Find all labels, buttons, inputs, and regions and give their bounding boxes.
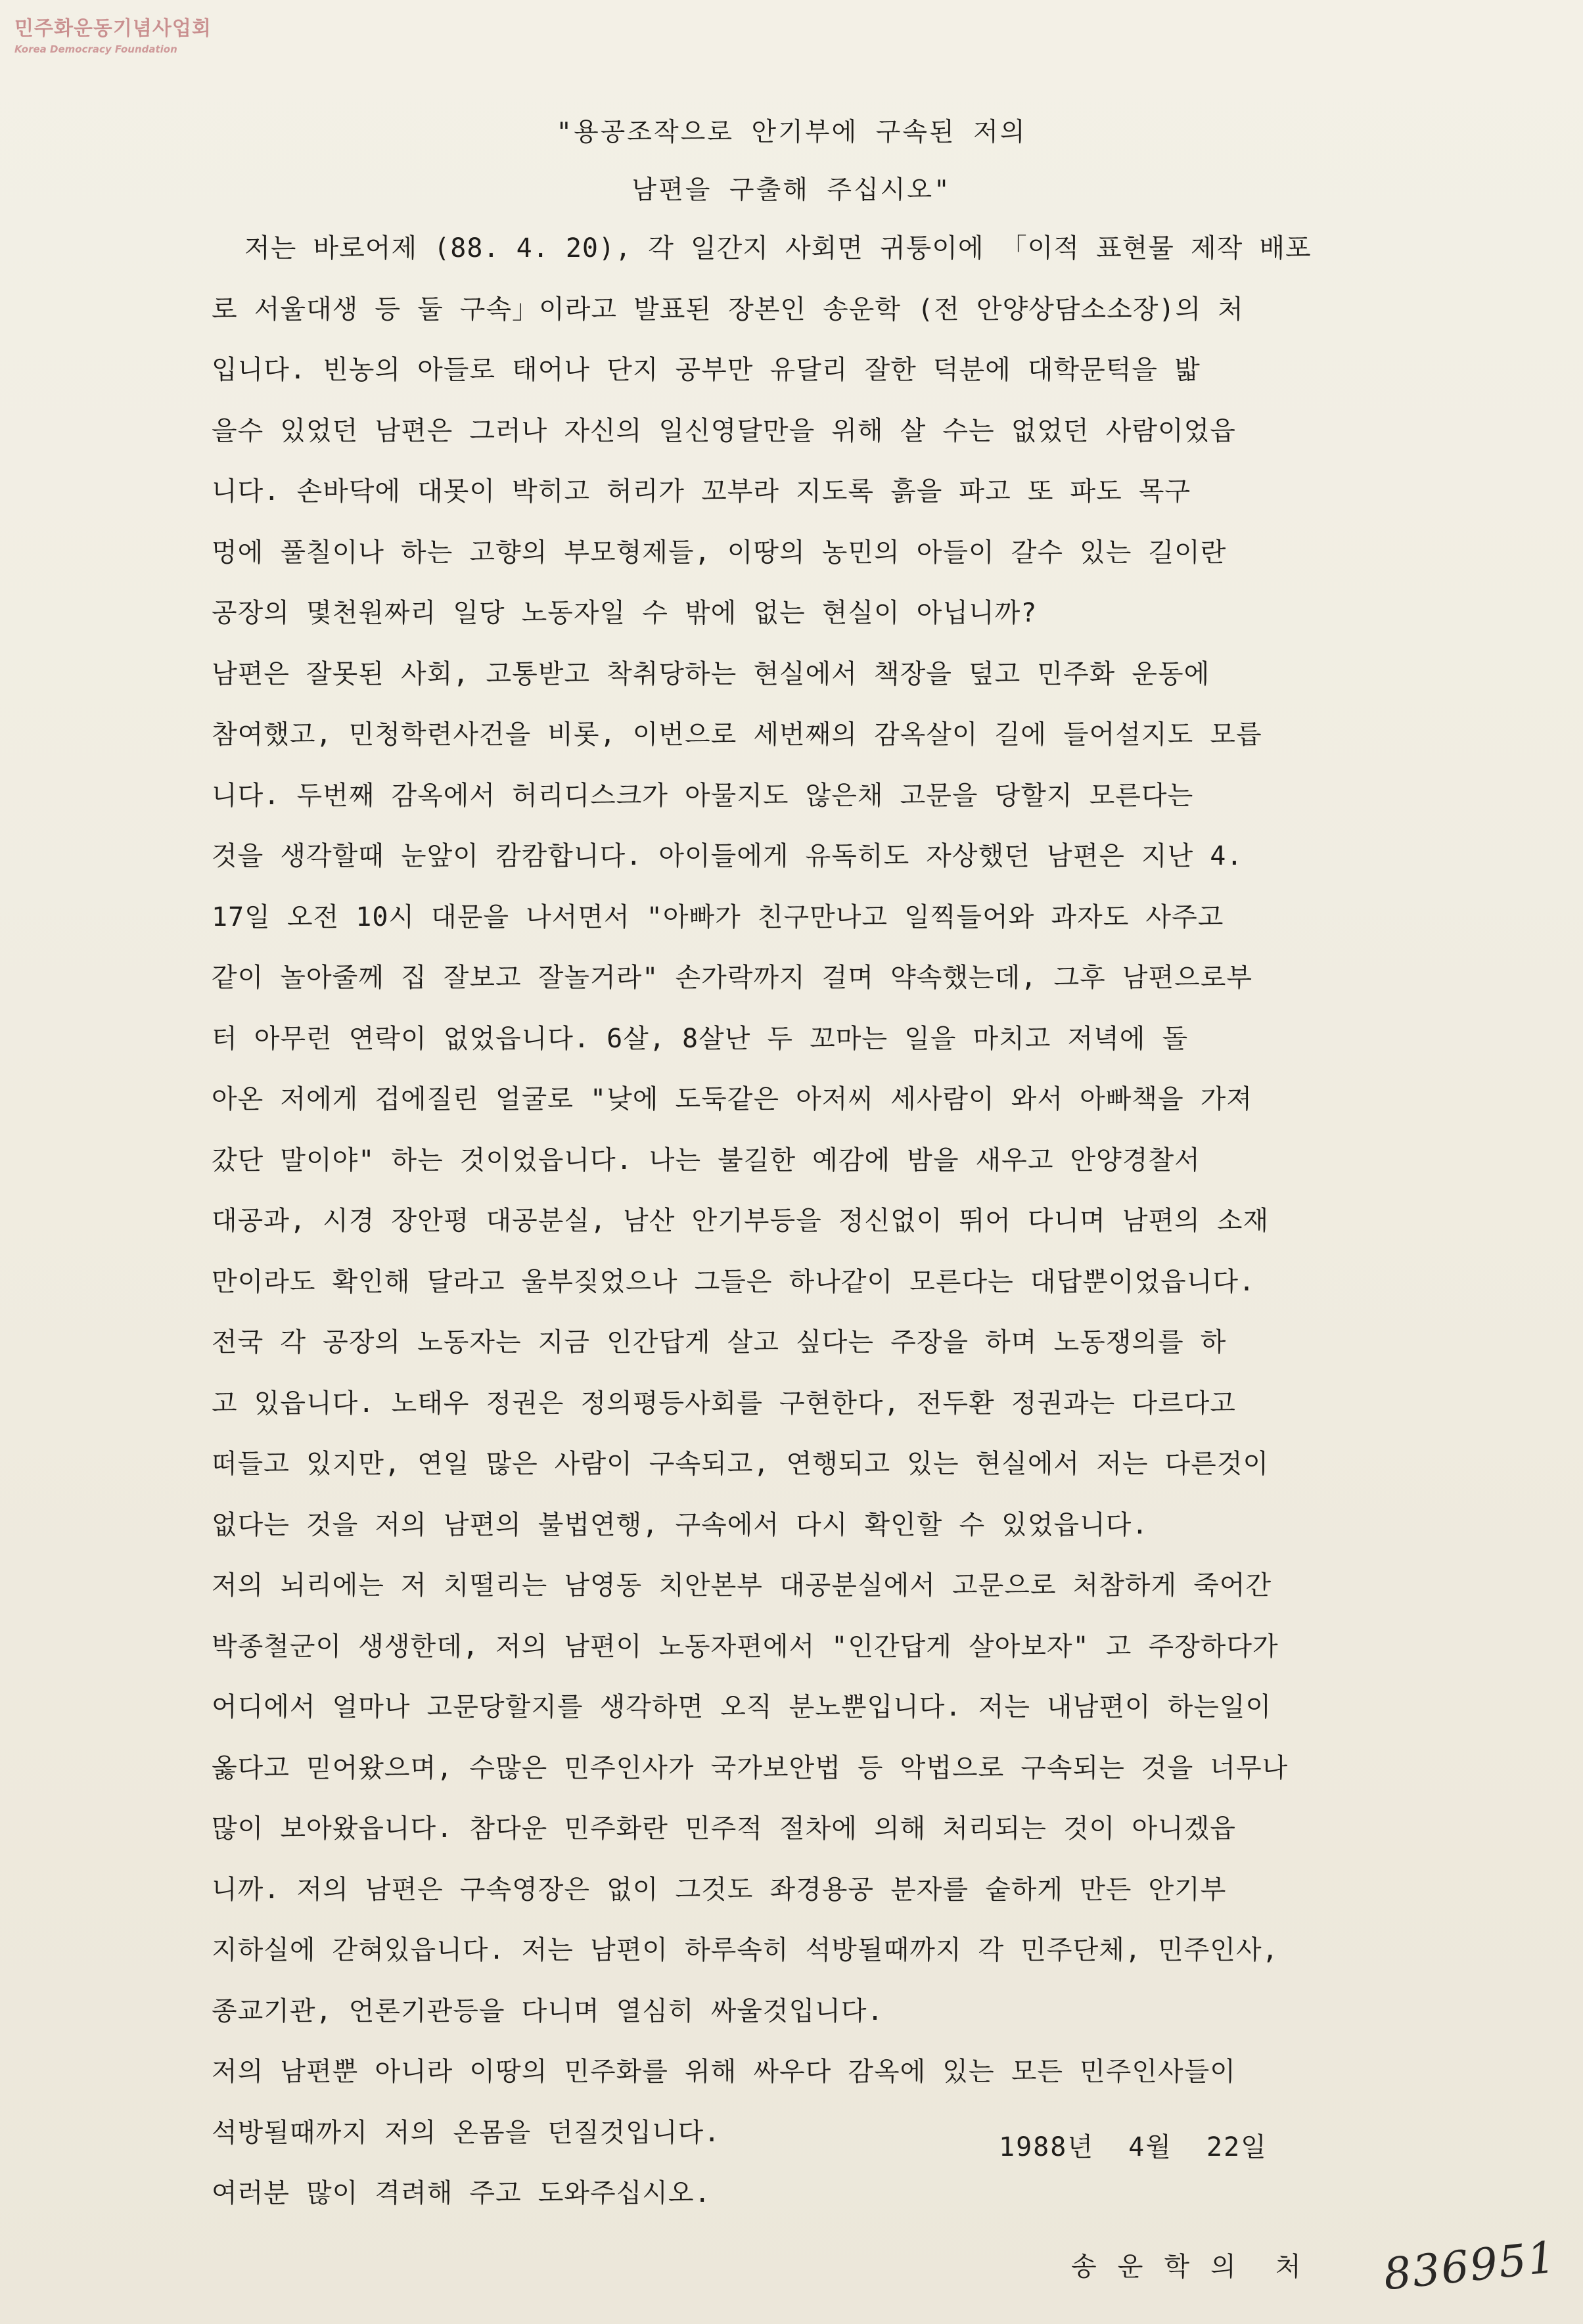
body-line: 니다. 두번째 감옥에서 허리디스크가 아물지도 않은채 고문을 당할지 모른다는 xyxy=(212,780,1194,811)
body-line: 입니다. 빈농의 아들로 태어나 단지 공부만 유달리 잘한 덕분에 대학문턱을 밟 xyxy=(212,355,1201,385)
body-line: 갔단 말이야" 하는 것이었읍니다. 나는 불길한 예감에 밤을 새우고 안양경찰서 xyxy=(212,1145,1201,1175)
body-line: 참여했고, 민청학련사건을 비롯, 이번으로 세번째의 감옥살이 길에 들어설지도 모릅 xyxy=(212,719,1262,750)
body-line: 지하실에 갇혀있읍니다. 저는 남편이 하루속히 석방될때까지 각 민주단체, 민주인사, xyxy=(212,1935,1279,1965)
body-line: 석방될때까지 저의 온몸을 던질것입니다. xyxy=(212,2117,721,2148)
watermark-english: Korea Democracy Foundation xyxy=(14,43,177,55)
body-line: 어디에서 얼마나 고문당할지를 생각하면 오직 분노뿐입니다. 저는 내남편이 하는일이 xyxy=(212,1692,1272,1722)
body-line: 같이 놀아줄께 집 잘보고 잘놀거라" 손가락까지 걸며 약속했는데, 그후 남편으로부 xyxy=(212,963,1253,993)
body-line: 17일 오전 10시 대문을 나서면서 "아빠가 친구만나고 일찍들어와 과자도 사주고 xyxy=(212,901,1224,932)
body-line: 종교기관, 언론기관등을 다니며 열심히 싸울것입니다. xyxy=(212,1995,884,2026)
body-line: 떠들고 있지만, 연일 많은 사람이 구속되고, 연행되고 있는 현실에서 저는 다른것이 xyxy=(212,1449,1270,1479)
title-line-2: 남편을 구출해 주십시오" xyxy=(631,175,952,205)
body-line: 남편은 잘못된 사회, 고통받고 착취당하는 현실에서 책장을 덮고 민주화 운동에 xyxy=(212,658,1210,689)
body-line: 니다. 손바닥에 대못이 박히고 허리가 꼬부라 지도록 흙을 파고 또 파도 목구 xyxy=(212,476,1191,507)
body-line: 것을 생각할때 눈앞이 캄캄합니다. 아이들에게 유독히도 자상했던 남편은 지난 4. xyxy=(212,841,1243,871)
body-line: 을수 있었던 남편은 그러나 자신의 일신영달만을 위해 살 수는 없었던 사람이었읍 xyxy=(212,415,1236,446)
body-line: 옳다고 믿어왔으며, 수많은 민주인사가 국가보안법 등 악법으로 구속되는 것을 너무나 xyxy=(212,1752,1289,1783)
body-line: 여러분 많이 격려해 주고 도와주십시오. xyxy=(212,2178,711,2208)
body-line: 터 아무런 연락이 없었읍니다. 6살, 8살난 두 꼬마는 일을 마치고 저녁에 돌 xyxy=(212,1023,1189,1054)
body-line: 니까. 저의 남편은 구속영장은 없이 그것도 좌경용공 분자를 숱하게 만든 안기부 xyxy=(212,1874,1227,1905)
body-line: 저의 남편뿐 아니라 이땅의 민주화를 위해 싸우다 감옥에 있는 모든 민주인사들이 xyxy=(212,2057,1236,2087)
body-line: 아온 저에게 겁에질린 얼굴로 "낮에 도둑같은 아저씨 세사람이 와서 아빠책을 가져 xyxy=(212,1084,1253,1114)
body-line: 전국 각 공장의 노동자는 지금 인간답게 살고 싶다는 주장을 하며 노동쟁의를 하 xyxy=(212,1327,1227,1357)
letter-date: 1988년 4월 22일 xyxy=(999,2132,1268,2162)
body-line: 저는 바로어제 (88. 4. 20), 각 일간지 사회면 귀퉁이에 「이적 표현물 제작 배포 xyxy=(212,233,1312,263)
watermark-korean: 민주화운동기념사업회 xyxy=(14,17,212,40)
signer-name: 송 운 학 의 처 xyxy=(1071,2252,1304,2282)
archive-watermark xyxy=(14,12,212,55)
body-line: 대공과, 시경 장안평 대공분실, 남산 안기부등을 정신없이 뛰어 다니며 남편의 소재 xyxy=(212,1206,1270,1236)
body-line: 고 있읍니다. 노태우 정권은 정의평등사회를 구현한다, 전두환 정권과는 다르다고 xyxy=(212,1388,1236,1419)
body-line: 저의 뇌리에는 저 치떨리는 남영동 치안본부 대공분실에서 고문으로 처참하게 죽어간 xyxy=(212,1570,1272,1601)
body-line: 공장의 몇천원짜리 일당 노동자일 수 밖에 없는 현실이 아닙니까? xyxy=(212,598,1038,628)
body-line: 만이라도 확인해 달라고 울부짖었으나 그들은 하나같이 모른다는 대답뿐이었읍니다. xyxy=(212,1266,1256,1297)
body-line: 없다는 것을 저의 남편의 불법연행, 구속에서 다시 확인할 수 있었읍니다. xyxy=(212,1509,1149,1540)
letter-body xyxy=(212,218,1381,2224)
body-line: 멍에 풀칠이나 하는 고향의 부모형제들, 이땅의 농민의 아들이 갈수 있는 길이란 xyxy=(212,537,1227,568)
title-line-1: "용공조작으로 안기부에 구속된 저의 xyxy=(556,118,1027,147)
body-line: 로 서울대생 등 둘 구속」이라고 발표된 장본인 송운학 (전 안양상담소소장)의 처 xyxy=(212,294,1244,325)
body-line: 박종철군이 생생한데, 저의 남편이 노동자편에서 "인간답게 살아보자" 고 주장하다가 xyxy=(212,1631,1279,1662)
archive-number-handwritten: 836951 xyxy=(1381,2231,1559,2300)
body-line: 많이 보아왔읍니다. 참다운 민주화란 민주적 절차에 의해 처리되는 것이 아니겠읍 xyxy=(212,1813,1236,1844)
